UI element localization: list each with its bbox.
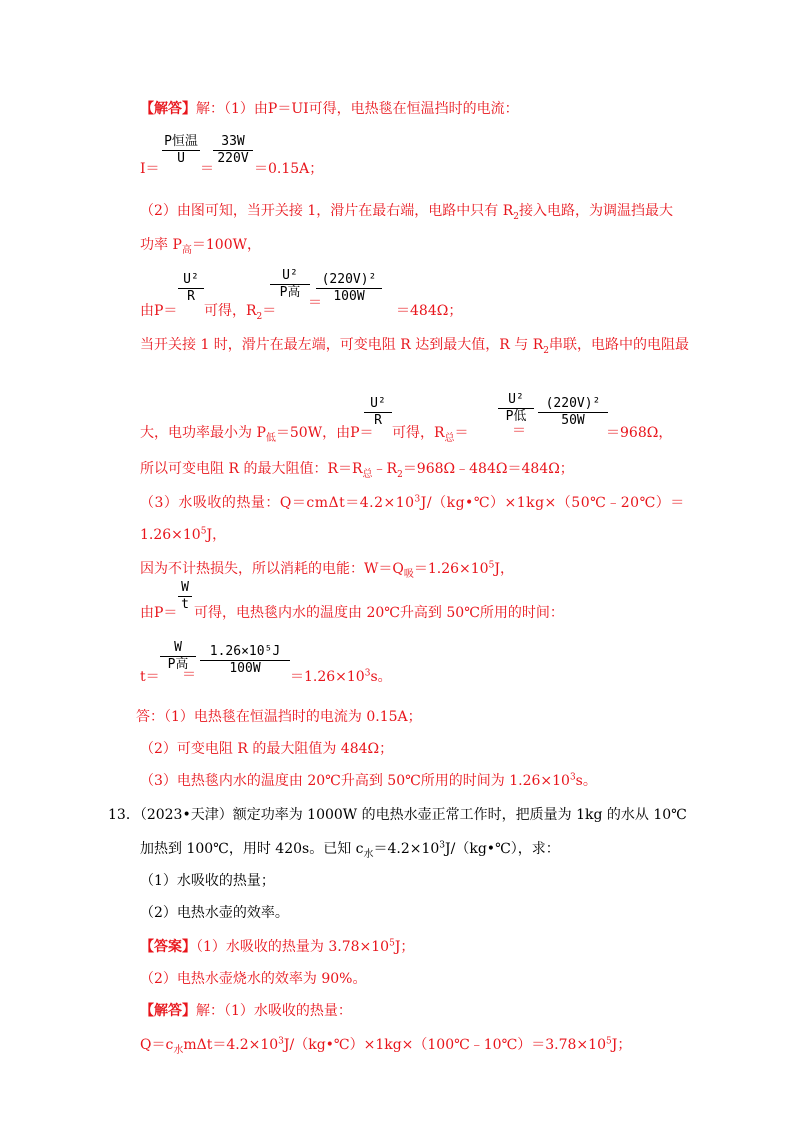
formula-time-pre: 由P＝ bbox=[140, 605, 178, 621]
formula-rtotal-pre: 大，电功率最小为 $P_低=50W$，由P＝ bbox=[140, 425, 374, 444]
question-13-line-1: 13．（2023•天津）额定功率为 1000W 的电热水壶正常工作时，把质量为 1kg 的水从 10℃ bbox=[108, 807, 687, 823]
fraction-w-over-p-high: W P高 bbox=[160, 640, 196, 673]
solution-part3-heat: （3）水吸收的热量：$Q=cm\Delta t=4.2\times 10^3J/(kg•℃)\times 1kg\times(50℃﹣20℃)=$ bbox=[140, 494, 685, 511]
solution-part3-heat-result: $1.26\times 10^5J$， bbox=[140, 526, 227, 543]
eq-sign-2: ＝ bbox=[308, 295, 322, 311]
fraction-220v2-50w: (220V)² 50W bbox=[538, 396, 608, 429]
question-number: 13． bbox=[108, 807, 140, 823]
solution-label: 【解答】 bbox=[140, 1003, 196, 1019]
question-13-part-2: （2）电热水壶的效率。 bbox=[140, 905, 289, 921]
answer-2: （2）可变电阻 R 的最大阻值为 484Ω； bbox=[140, 741, 394, 757]
formula-r2-result: ＝484Ω； bbox=[396, 303, 463, 319]
answer-13-line-1: 【答案】（1）水吸收的热量为 $3.78\times 10^5J$； bbox=[140, 938, 415, 955]
answer-prefix: 【解答】 bbox=[140, 101, 196, 117]
formula-r2-pre: 由P＝ bbox=[140, 303, 178, 319]
solution-13-line-1: 【解答】解：（1）水吸收的热量： bbox=[140, 1003, 352, 1019]
answer-1: 答：（1）电热毯在恒温挡时的电流为 0.15A； bbox=[136, 709, 422, 725]
formula-rtotal-result: ＝968Ω， bbox=[606, 425, 673, 441]
solution-13-line-2: $Q=c_水m\Delta t=4.2\times 10^3J/(kg•℃)\times 1kg\times(100℃﹣10℃)=3.78\times 10^5J$； bbox=[140, 1036, 632, 1056]
formula-current-result: ＝0.15A； bbox=[254, 161, 324, 177]
eq-sign: ＝ bbox=[200, 161, 214, 177]
eq-sign-5: ＝ bbox=[182, 667, 196, 683]
fraction-u2-over-r: U² R bbox=[178, 272, 204, 305]
solution-part2-line-b: 功率 $P_高=100W$， bbox=[140, 237, 261, 256]
question-13-part-1: （1）水吸收的热量； bbox=[140, 873, 275, 889]
answer-label: 【答案】 bbox=[140, 939, 196, 955]
fraction-energy-over-power: 1.26×10⁵J 100W bbox=[200, 644, 290, 677]
fraction-w-over-t: W t bbox=[178, 580, 192, 613]
eq-sign-3: ＝ bbox=[512, 423, 526, 439]
formula-rtotal-mid: 可得，$R_总=$ bbox=[392, 425, 469, 444]
formula-t-result: $=1.26\times 10^3s$。 bbox=[290, 668, 392, 685]
fraction-p-over-u: P恒温 U bbox=[162, 134, 200, 167]
formula-current-lhs: I＝ bbox=[140, 161, 160, 177]
text: 解：（1）由P＝UI可得，电热毯在恒温挡时的电流： bbox=[196, 101, 519, 117]
solution-line-1 bbox=[140, 100, 519, 118]
fraction-u2-over-r-2: U² R bbox=[364, 396, 392, 429]
answer-3: （3）电热毯内水的温度由 20℃升高到 50℃所用的时间为 $1.26\times 10^3s$。 bbox=[140, 772, 597, 789]
fraction-220v2-100w: (220V)² 100W bbox=[316, 272, 382, 305]
solution-part2-line-c: 当开关接 1 时，滑片在最左端，可变电阻 R 达到最大值，R 与 $R_2$串联，电路中的电阻最 bbox=[140, 337, 689, 356]
question-13-line-2: 加热到 100℃，用时 420s。已知 $c_水=4.2\times 10^3J/(kg•℃)$，求： bbox=[140, 840, 560, 860]
answer-13-line-2: （2）电热水壶烧水的效率为 90%。 bbox=[140, 971, 367, 987]
formula-t-lhs: t＝ bbox=[140, 669, 160, 685]
fraction-33w-220v: 33W 220V bbox=[213, 134, 253, 167]
formula-r2-mid: 可得，$R_2=$ bbox=[204, 303, 277, 322]
solution-max-resistance: 所以可变电阻 R 的最大阻值：$R=R_总﹣R_2=968\Omega﹣484\Omega=484\Omega$； bbox=[140, 461, 574, 480]
fraction-u2-over-p-high: U² P高 bbox=[270, 268, 310, 301]
solution-part2-line-a: （2）由图可知，当开关接 1，滑片在最右端，电路中只有 $R_2$接入电路，为调温挡最大 bbox=[140, 203, 673, 222]
fraction-u2-over-p-low: U² P低 bbox=[498, 392, 534, 425]
formula-time-tail: 可得，电热毯内水的温度由 20℃升高到 50℃所用的时间： bbox=[194, 605, 564, 621]
solution-energy: 因为不计热损失，所以消耗的电能：$W=Q_吸=1.26\times 10^5J$， bbox=[140, 560, 514, 580]
